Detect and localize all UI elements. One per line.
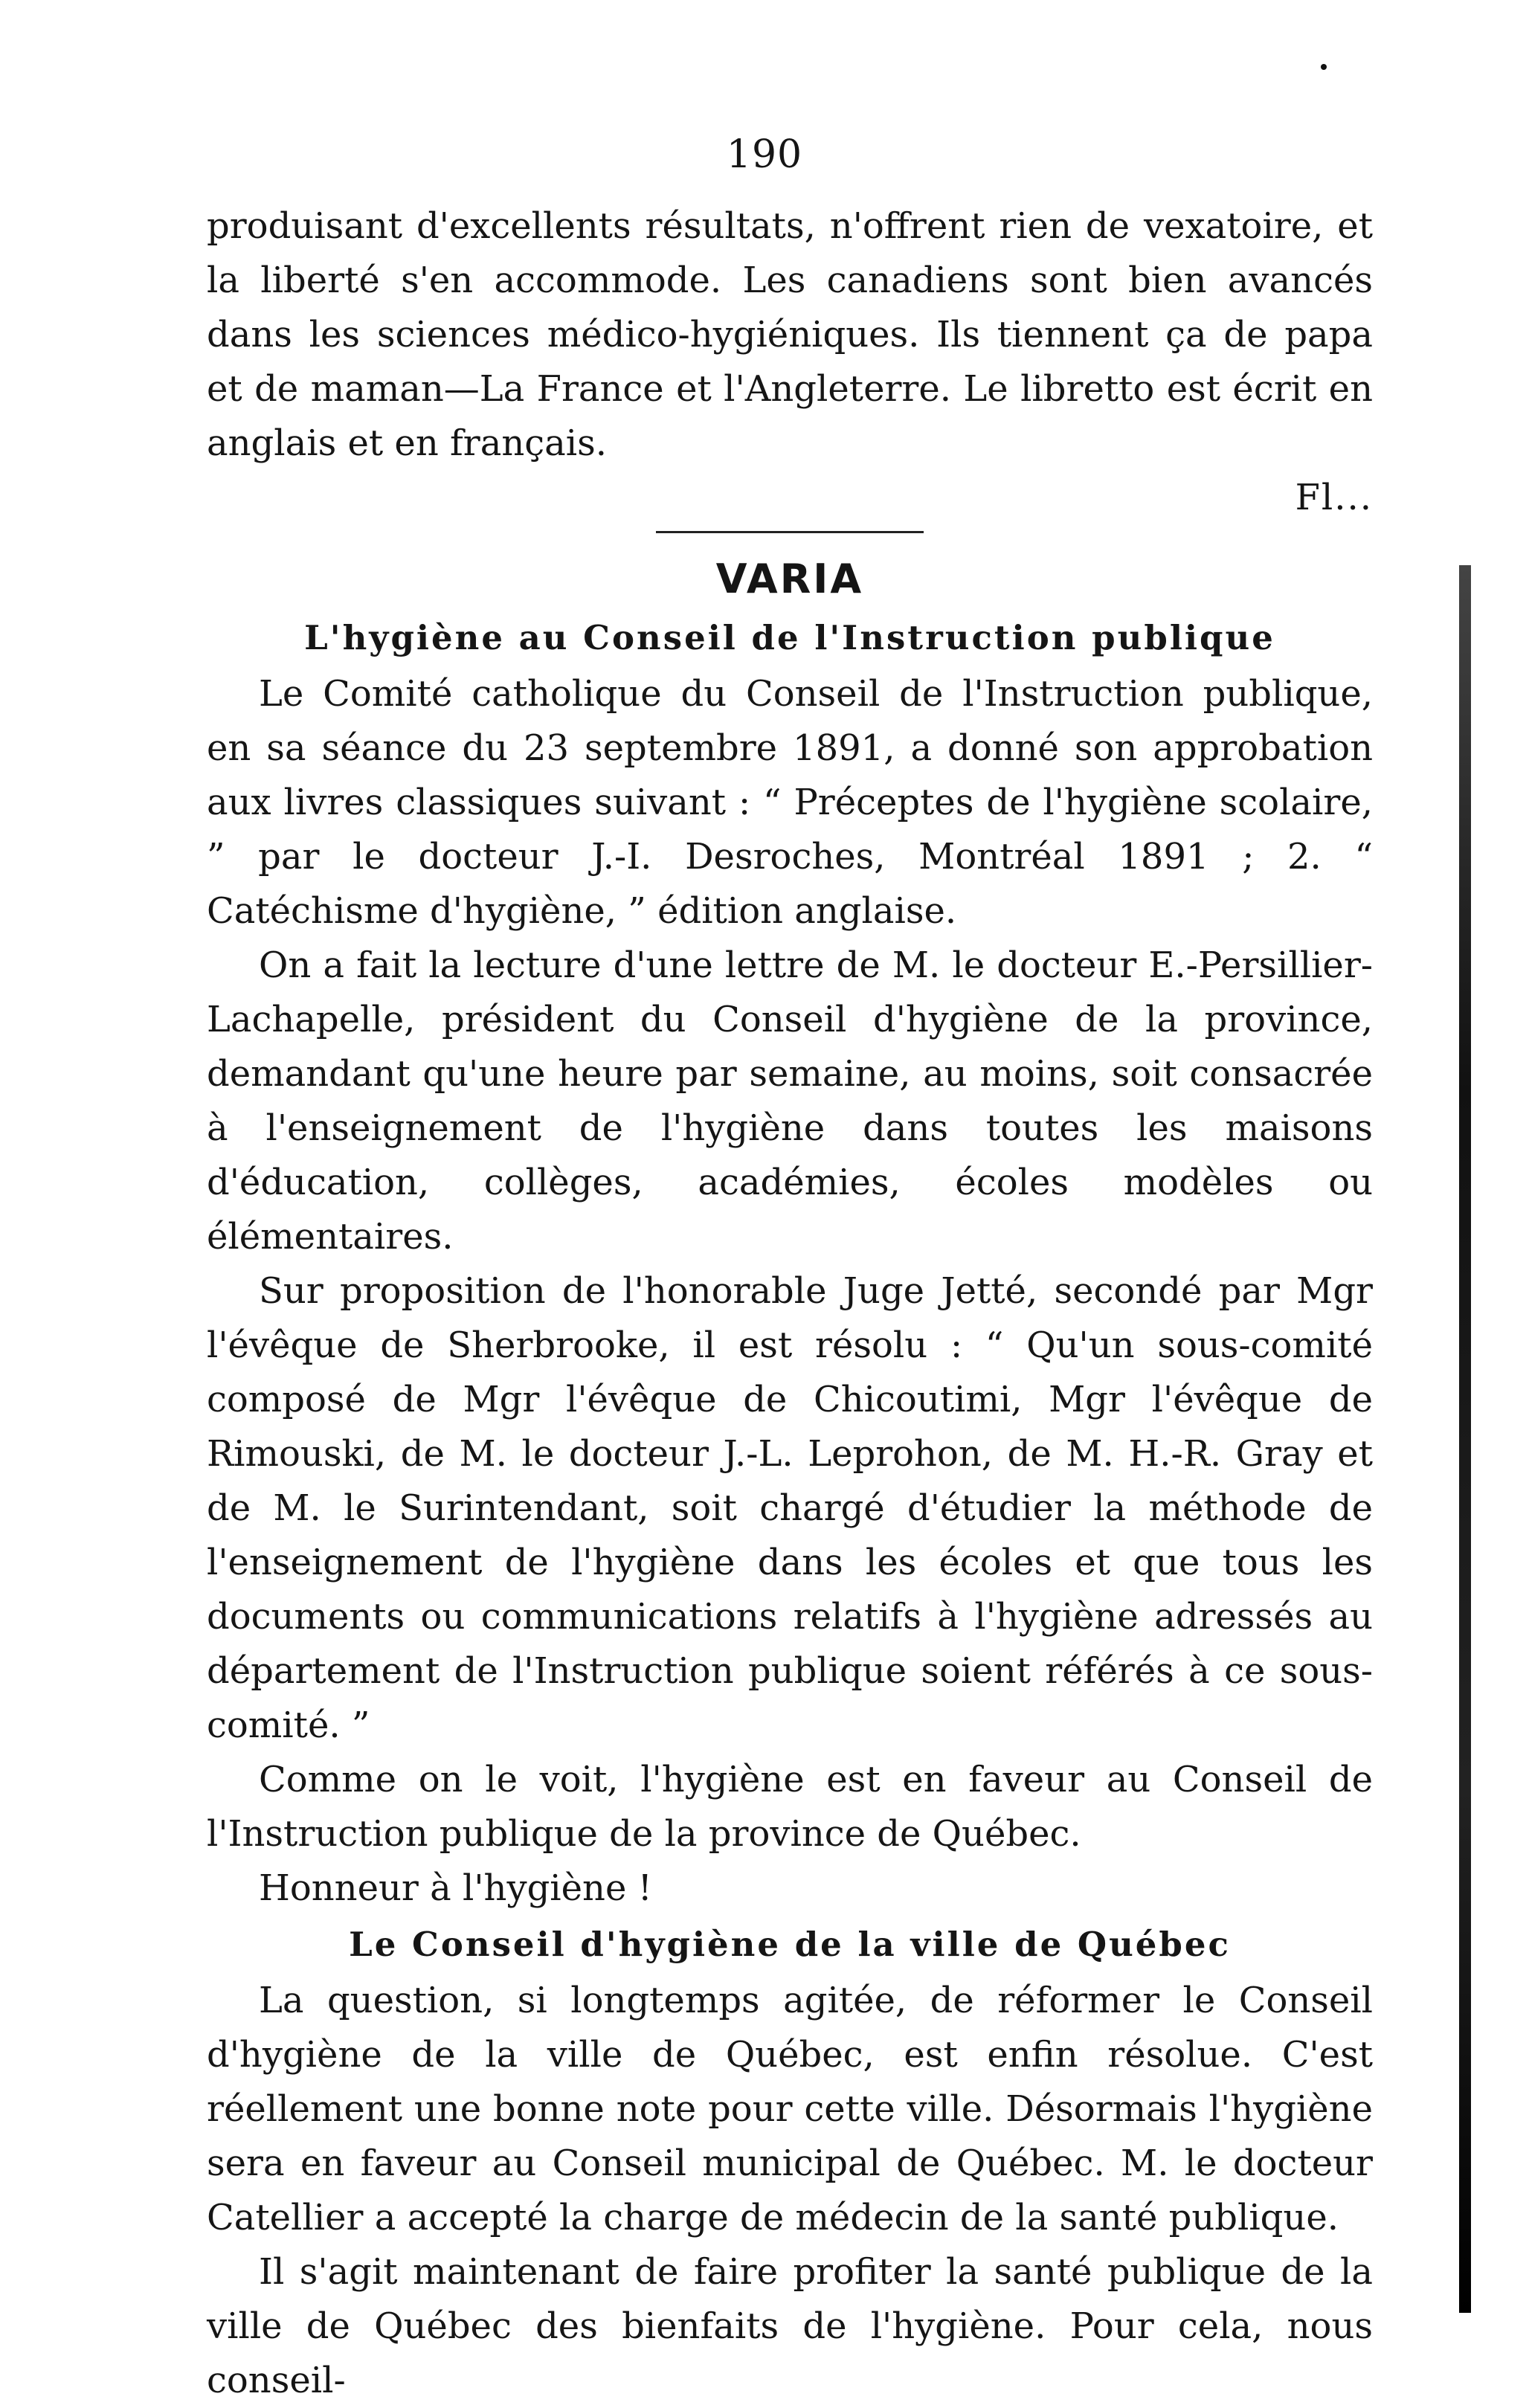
- author-signature: Fl...: [1295, 477, 1373, 518]
- article-paragraph: Honneur à l'hygiène !: [259, 1867, 652, 1909]
- article-paragraph: Sur proposition de l'honorable Juge Jetté, secondé par Mgr l'évêque de Sherbrooke, il est résolu : “ Qu'un sous-comité composé de Mgr l'évêque de Chicoutimi, Mgr l'évêque de Rimouski, de M. le docteur J.-L. Leprohon, de M. H.-R. Gray et de M. le Surintendant, soit chargé d'étudier la méthode de l'enseignement de l'hygiène dans les écoles et que tous les documents ou communications relatifs à l'hygiène adressés au département de l'Instruction publique soient référés à ce sous-comité. ”: [207, 1270, 1373, 1746]
- page-number: 190: [726, 132, 803, 177]
- intro-paragraph: produisant d'excellents résultats, n'offrent rien de vexatoire, et la liberté s'en accommode. Les canadiens sont bien avancés dans les sciences médico-hygiéniques. Ils tiennent ça de papa et de maman—La France et l'Angleterre. Le libretto est écrit en anglais et en français.: [207, 205, 1373, 464]
- article-paragraph: On a fait la lecture d'une lettre de M. le docteur E.-Persillier-Lachapelle, président du Conseil d'hygiène de la province, demandant qu'une heure par semaine, au moins, soit consacrée à l'enseignement de l'hygiène dans toutes les maisons d'éducation, collèges, académies, écoles modèles ou élémentaires.: [207, 944, 1373, 1258]
- article-paragraph: Comme on le voit, l'hygiène est en faveur au Conseil de l'Instruction publique de la province de Québec.: [207, 1759, 1373, 1855]
- article-paragraph: La question, si longtemps agitée, de réformer le Conseil d'hygiène de la ville de Québec, est enfin résolue. C'est réellement une bonne note pour cette ville. Désormais l'hygiène sera en faveur au Conseil municipal de Québec. M. le docteur Catellier a accepté la charge de médecin de la santé publique.: [207, 1980, 1373, 2238]
- article-heading: L'hygiène au Conseil de l'Instruction publique: [304, 618, 1275, 657]
- article-heading: Le Conseil d'hygiène de la ville de Québec: [349, 1925, 1231, 1964]
- section-divider: [656, 531, 924, 533]
- article-paragraph: Le Comité catholique du Conseil de l'Instruction publique, en sa séance du 23 septembre 1891, a donné son approbation aux livres classiques suivant : “ Préceptes de l'hygiène scolaire, ” par le docteur J.-I. Desroches, Montréal 1891 ; 2. “ Catéchisme d'hygiène, ” édition anglaise.: [207, 673, 1373, 932]
- scan-speck: [1321, 64, 1327, 70]
- article-paragraph: Il s'agit maintenant de faire profiter la santé publique de la ville de Québec des bienfaits de l'hygiène. Pour cela, nous conseil-: [207, 2251, 1373, 2401]
- binding-edge: [1459, 565, 1471, 2313]
- text-column: [207, 199, 1373, 2408]
- section-title: VARIA: [715, 556, 864, 602]
